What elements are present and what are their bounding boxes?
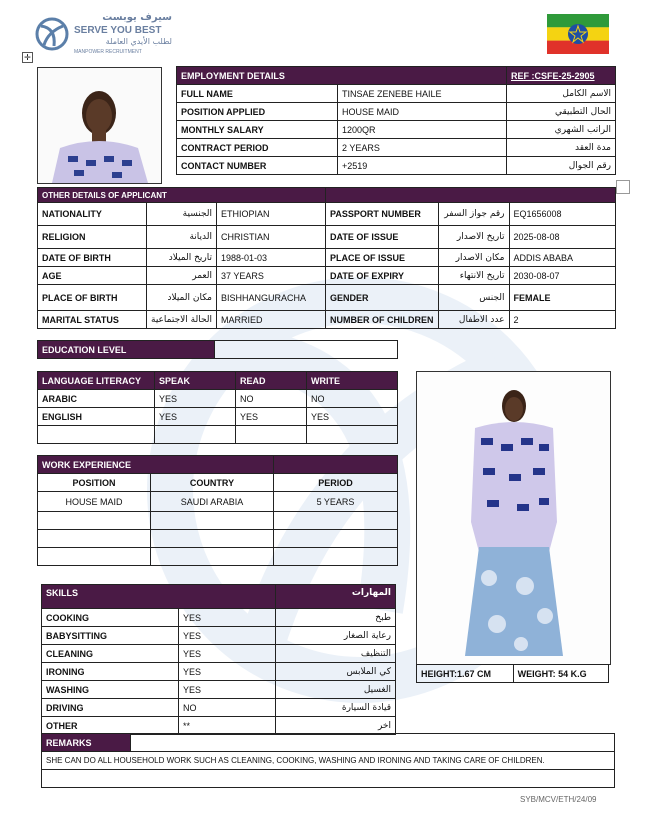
passport-number-arabic: رقم جواز السفر [438,203,509,226]
place-of-issue-value: ADDIS ABABA [509,249,616,267]
place-of-issue-arabic: مكان الاصدار [438,249,509,267]
age-label: AGE [38,267,147,285]
monthly-salary-label: MONTHLY SALARY [177,121,338,139]
height-value: HEIGHT:1.67 CM [417,665,514,683]
language-arabic: ARABIC [38,390,155,408]
work-experience-title: WORK EXPERIENCE [38,456,274,474]
education-level-title: EDUCATION LEVEL [38,341,215,359]
other-details-table [37,187,616,329]
date-of-birth-label: DATE OF BIRTH [38,249,147,267]
contact-number-value: +2519 [338,157,507,175]
country-header: COUNTRY [151,474,274,492]
date-of-birth-value: 1988-01-03 [217,249,326,267]
full-name-arabic: الاسم الكامل [507,85,616,103]
skill-ironing-arabic: كي الملابس [276,663,396,681]
skill-driving-value: NO [179,699,276,717]
religion-value: CHRISTIAN [217,226,326,249]
portrait-image [38,68,161,183]
employment-title: EMPLOYMENT DETAILS [177,67,507,85]
full-name-value: TINSAE ZENEBE HAILE [338,85,507,103]
date-of-expiry-value: 2030-08-07 [509,267,616,285]
skill-washing: WASHING [42,681,179,699]
weight-value: WEIGHT: 54 K.G [513,665,608,683]
skills-table [41,584,396,735]
religion-label: RELIGION [38,226,147,249]
marital-status-value: MARRIED [217,311,326,329]
date-of-issue-value: 2025-08-08 [509,226,616,249]
language-literacy-header: LANGUAGE LITERACY [38,372,155,390]
passport-number-value: EQ1656008 [509,203,616,226]
applicant-photo [37,67,162,184]
skills-title: SKILLS [42,585,276,609]
gender-arabic: الجنس [438,285,509,311]
arabic-read: NO [236,390,307,408]
place-of-birth-arabic: مكان الميلاد [147,285,217,311]
number-of-children-arabic: عدد الاطفال [438,311,509,329]
speak-header: SPEAK [155,372,236,390]
language-empty-cell [307,426,398,444]
skill-other: OTHER [42,717,179,735]
work-empty-cell [151,512,274,530]
contact-number-label: CONTACT NUMBER [177,157,338,175]
date-of-expiry-arabic: تاريخ الانتهاء [438,267,509,285]
other-details-title: OTHER DETAILS OF APPLICANT [38,188,326,203]
remarks-title-blank [131,734,615,752]
ethiopia-flag-icon [547,14,609,54]
full-body-photo [416,371,611,665]
position-applied-arabic: الحال التطبيقي [507,103,616,121]
skill-cooking-value: YES [179,609,276,627]
place-of-birth-value: BISHHANGURACHA [217,285,326,311]
gender-label: GENDER [326,285,439,311]
contact-number-arabic: رقم الجوال [507,157,616,175]
skill-other-arabic: اخر [276,717,396,735]
skill-other-value: ** [179,717,276,735]
passport-number-label: PASSPORT NUMBER [326,203,439,226]
work-empty-cell [38,548,151,566]
marital-status-label: MARITAL STATUS [38,311,147,329]
nationality-label: NATIONALITY [38,203,147,226]
work-experience-title-blank [274,456,398,474]
period-header: PERIOD [274,474,398,492]
work-empty-cell [274,530,398,548]
other-details-title-blank [326,188,616,203]
skill-ironing-value: YES [179,663,276,681]
language-empty-cell [155,426,236,444]
monthly-salary-arabic: الراتب الشهري [507,121,616,139]
english-write: YES [307,408,398,426]
religion-arabic: الديانة [147,226,217,249]
skill-driving: DRIVING [42,699,179,717]
date-of-birth-arabic: تاريخ الميلاد [147,249,217,267]
skill-ironing: IRONING [42,663,179,681]
skill-cleaning-arabic: التنظيف [276,645,396,663]
number-of-children-value: 2 [509,311,616,329]
monthly-salary-value: 1200QR [338,121,507,139]
position-header: POSITION [38,474,151,492]
age-arabic: العمر [147,267,217,285]
footer-code: SYB/MCV/ETH/24/09 [520,795,597,804]
work-empty-cell [151,530,274,548]
reference-number: REF :CSFE-25-2905 [507,67,616,85]
full-body-image [417,372,610,664]
education-level-table [37,340,398,359]
contract-period-label: CONTRACT PERIOD [177,139,338,157]
read-header: READ [236,372,307,390]
skill-cooking-arabic: طبخ [276,609,396,627]
number-of-children-label: NUMBER OF CHILDREN [326,311,439,329]
skills-title-arabic: المهارات [276,585,396,609]
brand-english-name: SERVE YOU BEST [74,25,162,36]
work-experience-table [37,455,398,566]
work-empty-cell [274,548,398,566]
work-country: SAUDI ARABIA [151,492,274,512]
arabic-write: NO [307,390,398,408]
brand-tagline: MANPOWER RECRUITMENT [74,49,142,55]
english-read: YES [236,408,307,426]
position-applied-label: POSITION APPLIED [177,103,338,121]
date-of-issue-arabic: تاريخ الاصدار [438,226,509,249]
move-handle-icon[interactable]: ✛ [22,52,33,63]
skill-babysitting-value: YES [179,627,276,645]
brand-arabic-tagline: لطلب الأيدي العاملة [105,37,172,46]
skill-driving-arabic: قيادة السيارة [276,699,396,717]
skill-washing-value: YES [179,681,276,699]
language-empty-cell [236,426,307,444]
language-english: ENGLISH [38,408,155,426]
skill-cleaning-value: YES [179,645,276,663]
remarks-empty-line [42,770,615,788]
arabic-speak: YES [155,390,236,408]
english-speak: YES [155,408,236,426]
remarks-table [41,733,615,788]
date-of-issue-label: DATE OF ISSUE [326,226,439,249]
remarks-text: SHE CAN DO ALL HOUSEHOLD WORK SUCH AS CLEANING, COOKING, WASHING AND IRONING AND TAKING CARE OF CHILDREN. [42,752,615,770]
place-of-birth-label: PLACE OF BIRTH [38,285,147,311]
company-logo [32,12,172,58]
education-level-value [215,341,398,359]
corner-marker [616,180,630,194]
date-of-expiry-label: DATE OF EXPIRY [326,267,439,285]
contract-period-value: 2 YEARS [338,139,507,157]
work-empty-cell [151,548,274,566]
brand-arabic-name: سيرف يوبست [102,12,172,23]
contract-period-arabic: مدة العقد [507,139,616,157]
nationality-value: ETHIOPIAN [217,203,326,226]
skill-babysitting: BABYSITTING [42,627,179,645]
nationality-arabic: الجنسية [147,203,217,226]
remarks-title: REMARKS [42,734,131,752]
work-empty-cell [38,512,151,530]
age-value: 37 YEARS [217,267,326,285]
language-literacy-table [37,371,398,444]
work-position: HOUSE MAID [38,492,151,512]
employment-details-table [176,66,616,175]
measurements-table [416,664,609,683]
skill-cleaning: CLEANING [42,645,179,663]
gender-value: FEMALE [509,285,616,311]
skill-cooking: COOKING [42,609,179,627]
language-empty-cell [38,426,155,444]
skill-babysitting-arabic: رعاية الصغار [276,627,396,645]
marital-status-arabic: الحالة الاجتماعية [147,311,217,329]
work-period: 5 YEARS [274,492,398,512]
work-empty-cell [38,530,151,548]
position-applied-value: HOUSE MAID [338,103,507,121]
full-name-label: FULL NAME [177,85,338,103]
place-of-issue-label: PLACE OF ISSUE [326,249,439,267]
logo-knot-icon [32,14,72,54]
write-header: WRITE [307,372,398,390]
work-empty-cell [274,512,398,530]
skill-washing-arabic: الغسيل [276,681,396,699]
